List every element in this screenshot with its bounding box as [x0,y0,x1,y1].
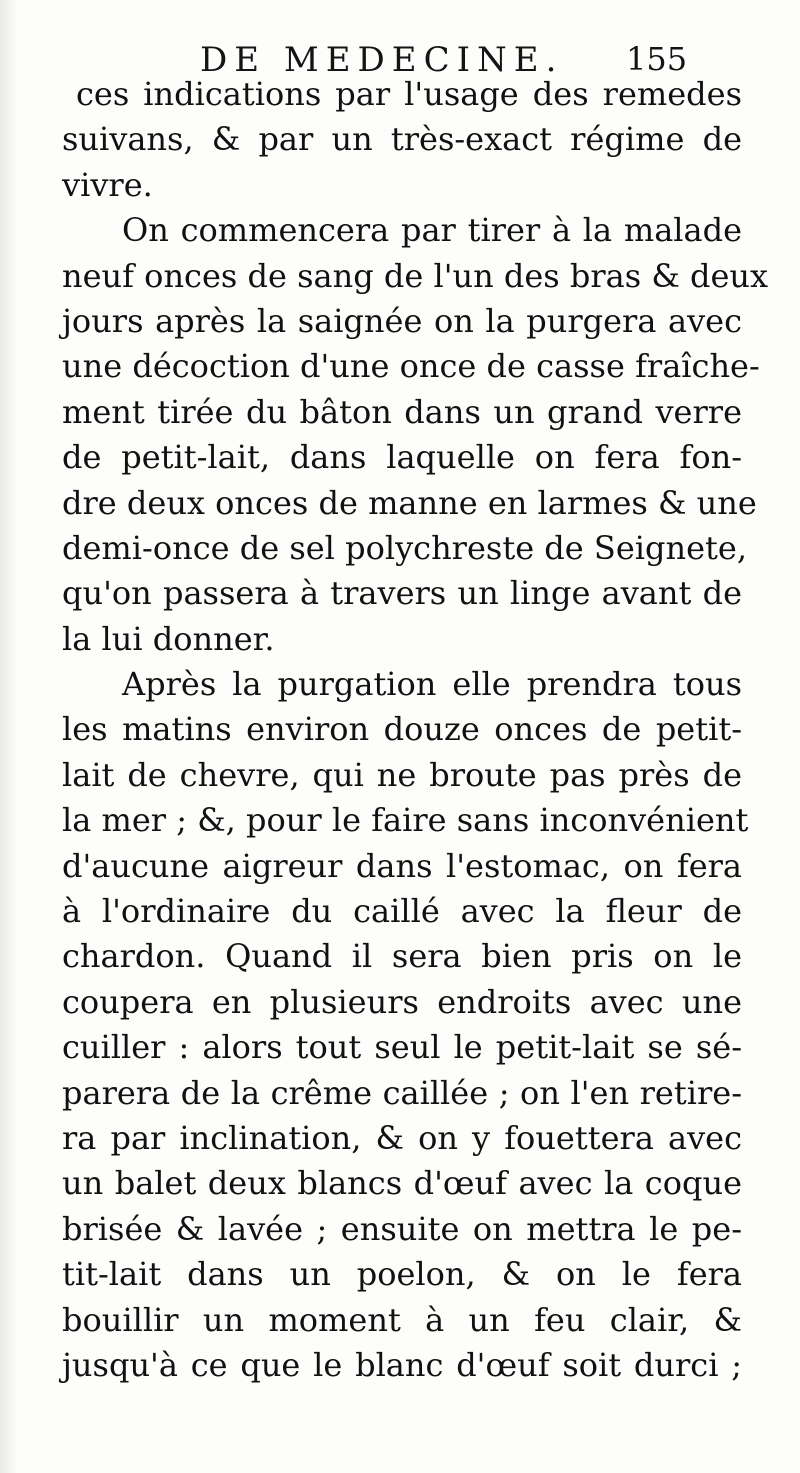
text-line: chardon. Quand il sera bien pris on le [62,937,742,976]
text-line: à l'ordinaire du caillé avec la fleur de [62,892,742,931]
page-number: 155 [626,40,688,78]
paragraph-continuation [62,72,742,208]
text-line: une décoction d'une once de casse fraîche- [62,347,760,386]
text-line: ra par inclination, & on y fouettera avec [62,1118,742,1157]
text-line: la mer ; &, pour le faire sans inconvénient [62,801,749,840]
text-line: ment tirée du bâton dans un grand verre [62,392,742,431]
text-line: qu'on passera à travers un linge avant de [62,574,742,613]
text-line: la lui donner. [62,619,275,658]
text-line: On commencera par tirer à la malade [122,211,742,250]
text-line: lait de chevre, qui ne broute pas près de [62,755,742,794]
text-line: suivans, & par un très-exact régime de [62,120,742,159]
text-line: coupera en plusieurs endroits avec une [62,982,742,1021]
text-line: cuiller : alors tout seul le petit-lait se sé- [62,1028,742,1067]
text-line: neuf onces de sang de l'un des bras & deux [62,256,769,295]
text-line: un balet deux blancs d'œuf avec la coque [62,1164,742,1203]
body-text [62,72,769,1388]
text-line: jusqu'à ce que le blanc d'œuf soit durci ; [62,1345,742,1384]
text-line: de petit-lait, dans laquelle on fera fon- [62,438,742,477]
text-line: brisée & lavée ; ensuite on mettra le pe- [62,1209,742,1248]
text-line: jours après la saignée on la purgera avec [62,301,742,340]
text-line: dre deux onces de manne en larmes & une [62,483,757,522]
text-line: Après la purgation elle prendra tous [122,665,742,704]
text-line: bouillir un moment à un feu clair, & [62,1300,742,1339]
paragraph-petit-lait [62,662,749,1388]
text-line: les matins environ douze onces de petit- [62,710,742,749]
page-gutter-shadow [0,0,18,1473]
text-line: tit-lait dans un poelon, & on le fera [62,1255,742,1294]
text-line: demi-once de sel polychreste de Seignete, [62,528,747,567]
running-head: DE MEDECINE. [200,40,564,80]
text-line: vivre. [62,165,153,204]
paragraph-bloodletting [62,208,769,662]
text-line: parera de la crême caillée ; on l'en retire- [62,1073,742,1112]
text-line: d'aucune aigreur dans l'estomac, on fera [62,846,742,885]
text-line: ces indications par l'usage des remedes [76,75,742,113]
